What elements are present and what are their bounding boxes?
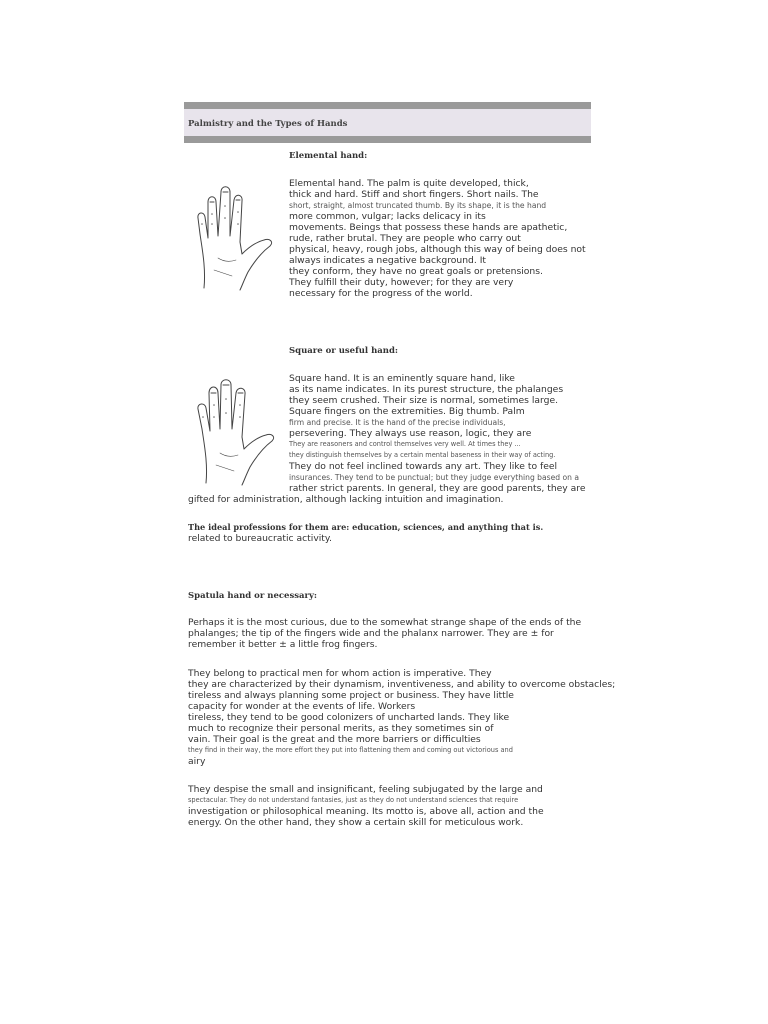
professions-bold-line: The ideal professions for them are: education, sciences, and anything that is.: [188, 522, 544, 532]
text-line: remember it better ± a little frog fingers.: [188, 639, 378, 650]
text-line: Square fingers on the extremities. Big thumb. Palm: [289, 406, 525, 417]
square-hand-illustration: [190, 375, 290, 487]
spatula-paragraph-2: [188, 668, 615, 767]
text-line: capacity for wonder at the events of life. Workers: [188, 701, 416, 712]
text-line: energy. On the other hand, they show a certain skill for meticulous work.: [188, 817, 524, 828]
text-line: more common, vulgar; lacks delicacy in its: [289, 211, 486, 222]
header-bottom-bar: [184, 136, 591, 143]
text-line: insurances. They tend to be punctual; but they judge everything based on a: [289, 473, 580, 482]
text-line: necessary for the progress of the world.: [289, 288, 473, 299]
text-line: tireless, they tend to be good colonizers of uncharted lands. They like: [188, 712, 510, 723]
text-line: They are reasoners and control themselves very well. At times they ...: [289, 440, 521, 448]
text-line: vain. Their goal is the great and the more barriers or difficulties: [188, 734, 481, 745]
elemental-text: [289, 178, 586, 299]
text-line: They despise the small and insignificant, feeling subjugated by the large and: [188, 784, 543, 795]
text-line: persevering. They always use reason, logic, they are: [289, 428, 532, 439]
text-line: investigation or philosophical meaning. Its motto is, above all, action and the: [188, 806, 544, 817]
elemental-heading: Elemental hand:: [289, 151, 368, 161]
title-band: [184, 109, 591, 136]
text-line: they conform, they have no great goals or pretensions.: [289, 266, 543, 277]
text-line: airy: [188, 756, 206, 767]
spatula-paragraph-1: [188, 617, 581, 650]
square-professions: [188, 522, 543, 544]
text-line: short, straight, almost truncated thumb. By its shape, it is the hand: [289, 201, 547, 210]
header-top-bar: [184, 102, 591, 109]
text-line: Elemental hand. The palm is quite developed, thick,: [289, 178, 529, 189]
text-line: Square hand. It is an eminently square hand, like: [289, 373, 515, 384]
square-text: [289, 373, 586, 494]
spatula-paragraph-3: [188, 784, 544, 828]
text-line: thick and hard. Stiff and short fingers. Short nails. The: [289, 189, 539, 200]
text-line: phalanges; the tip of the fingers wide and the phalanx narrower. They are ± for: [188, 628, 554, 639]
text-line: they distinguish themselves by a certain mental baseness in their way of acting.: [289, 451, 556, 459]
text-line: firm and precise. It is the hand of the precise individuals,: [289, 418, 506, 427]
text-line: They do not feel inclined towards any art. They like to feel: [289, 461, 558, 472]
text-line: they find in their way, the more effort they put into flattening them and coming out victorious and: [188, 746, 513, 754]
text-line: as its name indicates. In its purest structure, the phalanges: [289, 384, 564, 395]
professions-line: related to bureaucratic activity.: [188, 533, 332, 544]
page-title: Palmistry and the Types of Hands: [188, 119, 348, 129]
text-line: gifted for administration, although lacking intuition and imagination.: [188, 494, 504, 505]
text-line: tireless and always planning some project or business. They have little: [188, 690, 514, 701]
square-wide-text: [188, 494, 503, 505]
text-line: always indicates a negative background. It: [289, 255, 487, 266]
text-line: rather strict parents. In general, they are good parents, they are: [289, 483, 586, 494]
text-line: much to recognize their personal merits, as they sometimes sin of: [188, 723, 494, 734]
text-line: spectacular. They do not understand fantasies, just as they do not understand sciences that require: [188, 796, 519, 804]
spatula-heading: Spatula hand or necessary:: [188, 591, 318, 601]
text-line: rude, rather brutal. They are people who carry out: [289, 233, 521, 244]
text-line: They belong to practical men for whom action is imperative. They: [188, 668, 492, 679]
text-line: movements. Beings that possess these hands are apathetic,: [289, 222, 568, 233]
text-line: Perhaps it is the most curious, due to the somewhat strange shape of the ends of the: [188, 617, 582, 628]
text-line: they are characterized by their dynamism, inventiveness, and ability to overcome obstacles;: [188, 679, 616, 690]
elemental-hand-illustration: [190, 180, 290, 292]
text-line: physical, heavy, rough jobs, although this way of being does not: [289, 244, 586, 255]
square-heading: Square or useful hand:: [289, 346, 399, 356]
text-line: They fulfill their duty, however; for they are very: [289, 277, 514, 288]
text-line: they seem crushed. Their size is normal, sometimes large.: [289, 395, 559, 406]
